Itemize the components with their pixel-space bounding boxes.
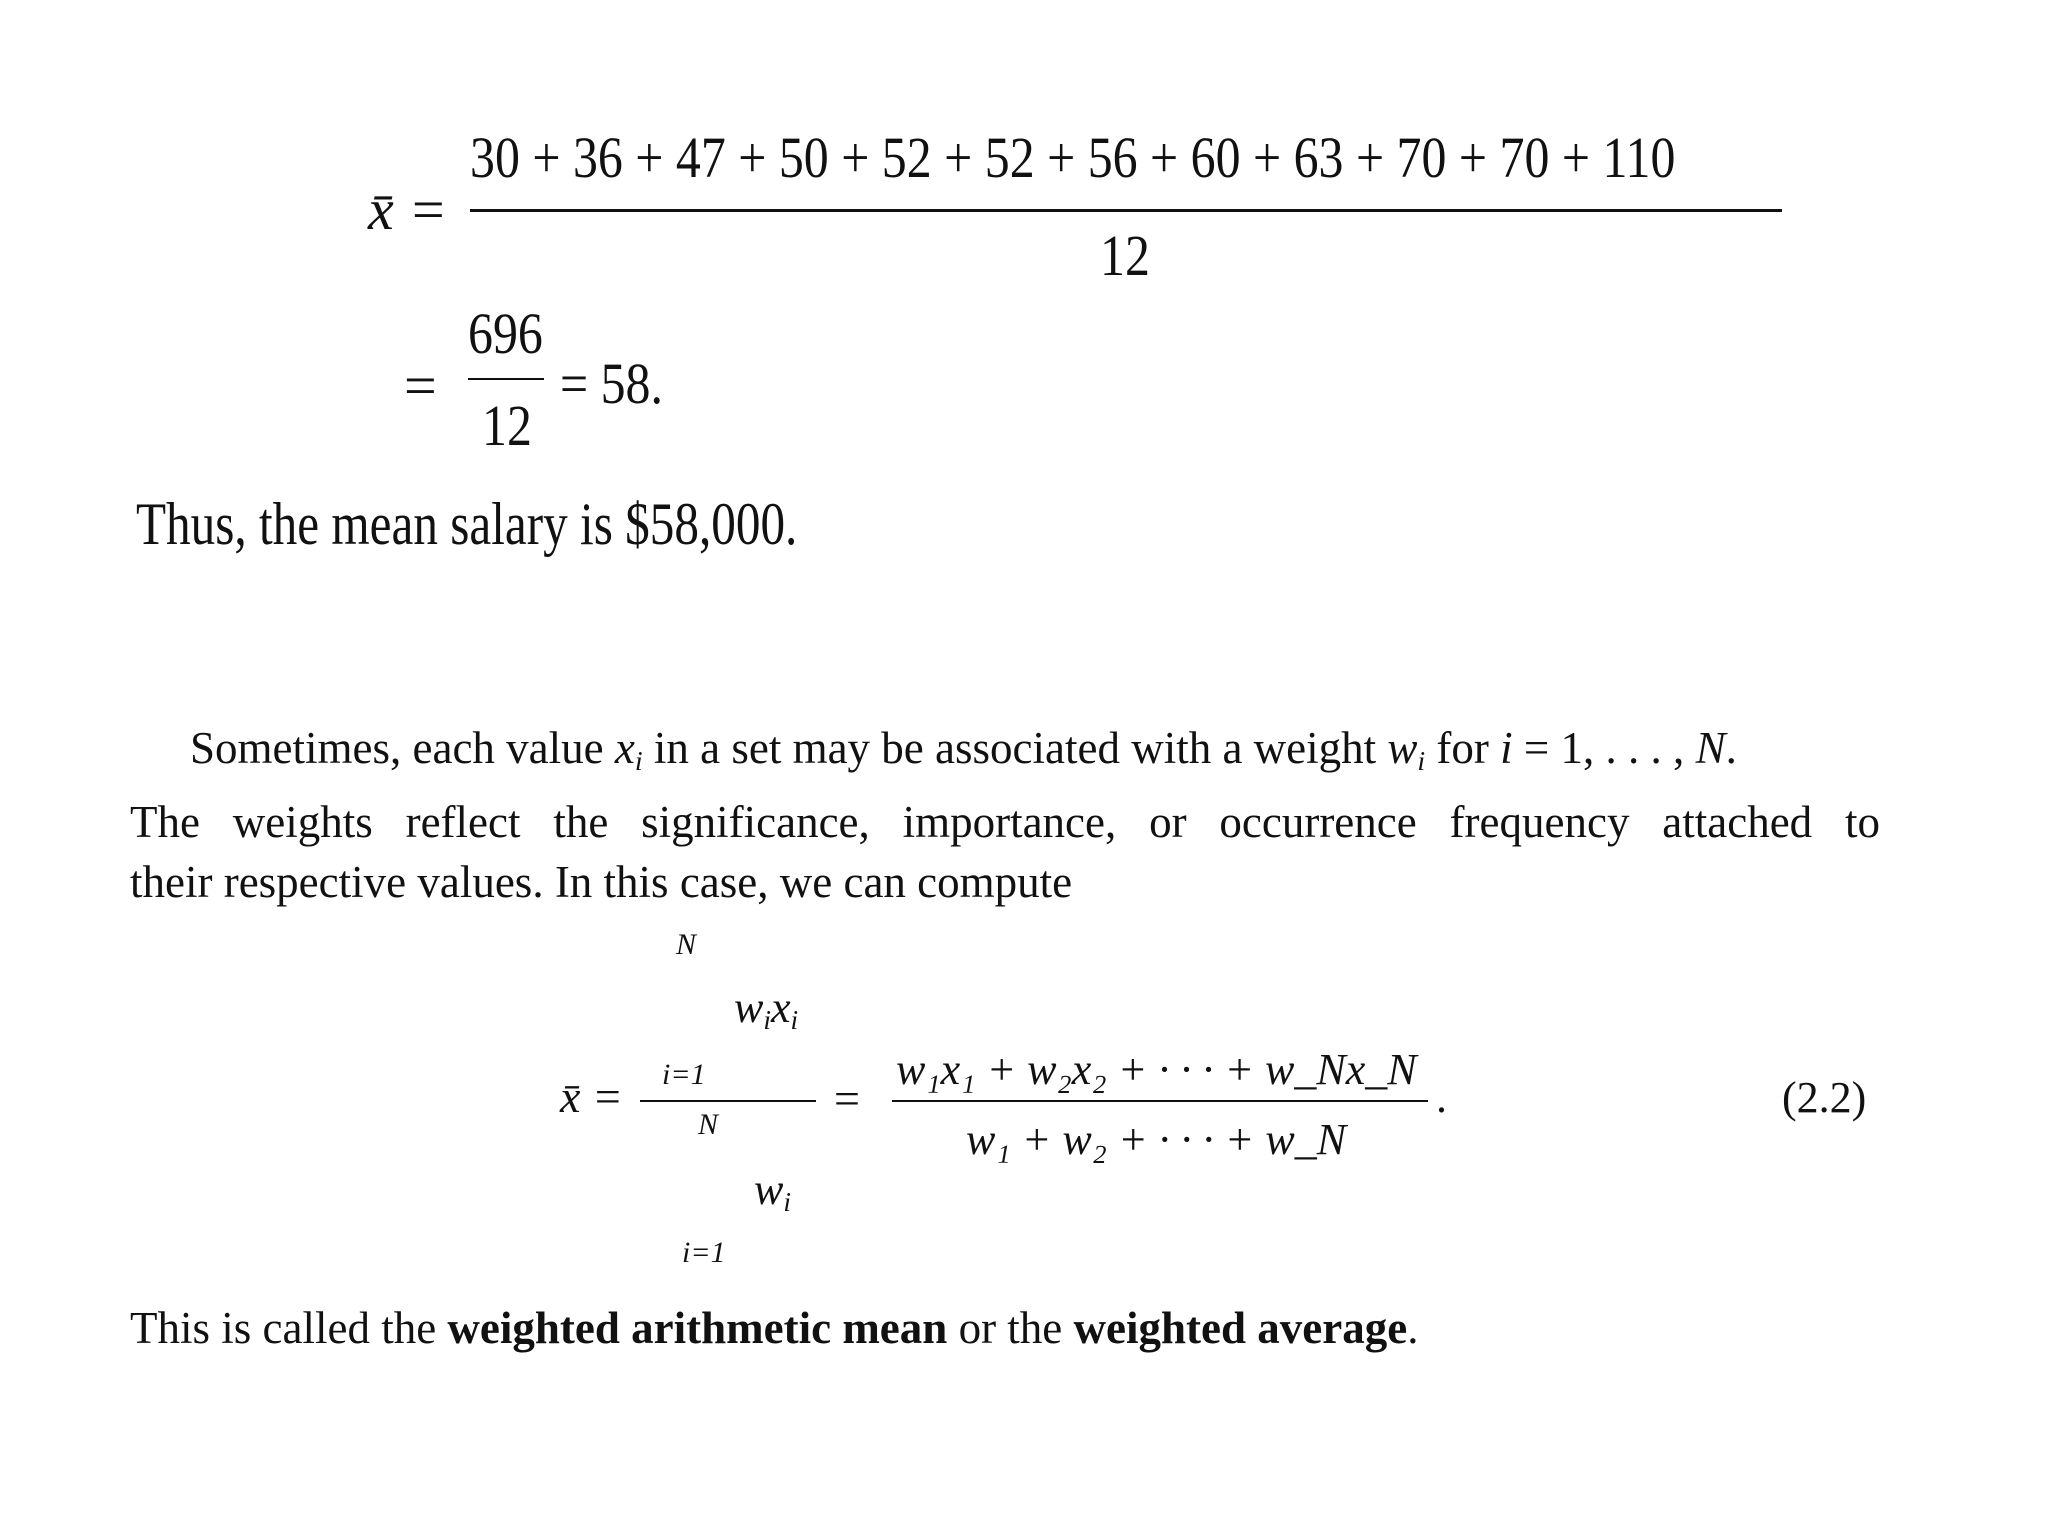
term-weighted-average: weighted average — [1073, 1303, 1408, 1353]
sub-i: i — [783, 1186, 791, 1217]
eq1-fraction-bar — [470, 209, 1782, 212]
paragraph-line-1 — [130, 718, 1880, 792]
sentence-mean-salary: Thus, the mean salary is $58,000. — [136, 491, 798, 557]
sub-i: i — [1417, 745, 1426, 777]
paragraph-line-2: The weights reflect the significance, importance, or occurrence frequency attached to — [130, 796, 1880, 847]
eq2-sum-top-lower: i=1 — [662, 1058, 706, 1091]
eq1-numerator: 30 + 36 + 47 + 50 + 52 + 52 + 56 + 60 + 63 + 70 + 70 + 110 — [470, 125, 1676, 190]
eq2-rhs-fraction-bar — [892, 1100, 1428, 1102]
eq1-denominator: 12 — [1100, 223, 1150, 288]
sub-i: i — [634, 745, 643, 777]
sentence2-end: . — [1407, 1303, 1419, 1353]
var-x: x — [770, 983, 791, 1032]
eq2-main-fraction-bar — [640, 1100, 816, 1102]
para-text-3: for — [1425, 723, 1501, 773]
sentence2-mid: or the — [947, 1303, 1074, 1353]
sub-i: i — [763, 1004, 771, 1035]
eq1-line2-equals: = — [404, 353, 437, 418]
eq2-equals: = — [834, 1073, 860, 1124]
eq1-frac2-numerator: 696 — [468, 301, 543, 366]
var-w: w — [1387, 723, 1418, 773]
eq2-sum-bot-body — [754, 1164, 791, 1218]
eq2-lhs: x̄ = — [560, 1071, 623, 1122]
eq2-sum-top-upper: N — [676, 928, 697, 961]
term-weighted-arithmetic-mean: weighted arithmetic mean — [447, 1303, 948, 1353]
eq1-frac2-bar — [468, 378, 544, 380]
equation-number: (2.2) — [1782, 1073, 1867, 1122]
eq2-period: . — [1436, 1073, 1447, 1122]
var-i: i — [1500, 723, 1513, 773]
para-text-1: Sometimes, each value — [190, 723, 615, 773]
eq2-rhs-numerator: w₁x₁ + w₂x₂ + · · · + w_Nx_N — [896, 1045, 1417, 1094]
eq2-sum-bot-lower: i=1 — [682, 1236, 726, 1269]
var-w: w — [754, 1165, 784, 1214]
paragraph-line-3: their respective values. In this case, we can compute — [130, 856, 1073, 907]
var-N: N — [1695, 723, 1726, 773]
sentence2-pre: This is called the — [130, 1303, 448, 1353]
eq1-frac2-denominator: 12 — [482, 393, 532, 458]
para-text-5: . — [1725, 723, 1737, 773]
eq2-sum-top-body — [734, 982, 798, 1036]
eq1-lhs: x̄ = — [368, 177, 448, 242]
var-x: x — [614, 723, 635, 773]
sub-i: i — [790, 1004, 799, 1035]
para-text-2: in a set may be associated with a weight — [642, 723, 1388, 773]
eq2-rhs-denominator: w₁ + w₂ + · · · + w_N — [966, 1115, 1347, 1164]
var-w: w — [734, 983, 764, 1032]
para-text-4: = 1, . . . , — [1512, 723, 1696, 773]
eq2-sum-bot-upper: N — [698, 1108, 719, 1141]
paragraph-weights — [130, 718, 1880, 912]
eq1-result: = 58. — [560, 351, 663, 416]
sentence-weighted-mean — [130, 1302, 1418, 1354]
